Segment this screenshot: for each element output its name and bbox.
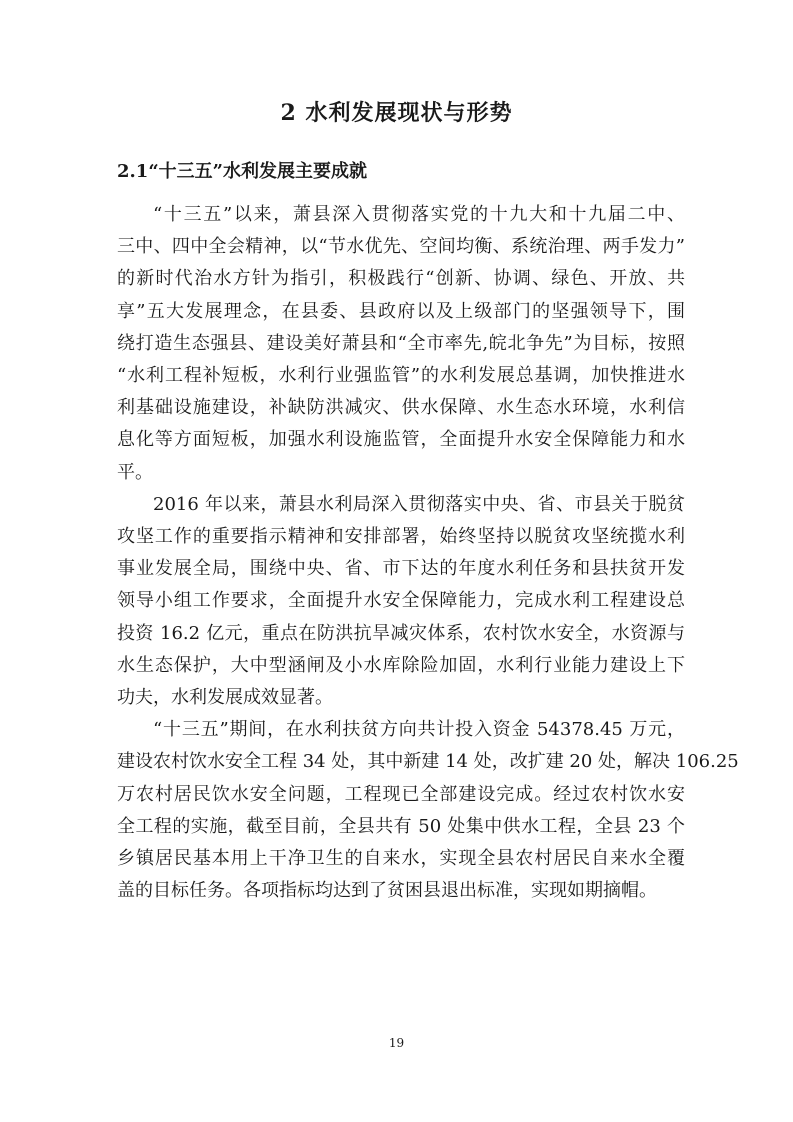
paragraph-3 bbox=[117, 714, 739, 907]
paragraph-line: “水利工程补短板，水利行业强监管”的水利发展总基调，加快推进水 bbox=[117, 365, 685, 387]
paragraph-line: 建设农村饮水安全工程 34 处，其中新建 14 处，改扩建 20 处，解决 106.25 bbox=[117, 751, 739, 773]
paragraph-line: 事业发展全局，围绕中央、省、市下达的年度水利任务和县扶贫开发 bbox=[117, 558, 685, 580]
paragraph-line: 水生态保护，大中型涵闸及小水库除险加固，水利行业能力建设上下 bbox=[117, 654, 685, 676]
section-title: 2.1“十三五”水利发展主要成就 bbox=[117, 161, 368, 182]
paragraph-line: 利基础设施建设，补缺防洪减灾、供水保障、水生态水环境，水利信 bbox=[117, 397, 685, 419]
paragraph-line: 盖的目标任务。各项指标均达到了贫困县退出标准，实现如期摘帽。 bbox=[117, 880, 657, 902]
paragraph-line: 万农村居民饮水安全问题，工程现已全部建设完成。经过农村饮水安 bbox=[117, 783, 685, 805]
paragraph-line: 功夫，水利发展成效显著。 bbox=[117, 687, 333, 709]
paragraph-line: 领导小组工作要求，全面提升水安全保障能力，完成水利工程建设总 bbox=[117, 590, 685, 612]
paragraph-line: “十三五”期间，在水利扶贫方向共计投入资金 54378.45 万元， bbox=[153, 719, 685, 741]
chapter-title: 2 水利发展现状与形势 bbox=[280, 100, 513, 126]
paragraph-line: 全工程的实施，截至目前，全县共有 50 处集中供水工程，全县 23 个 bbox=[117, 815, 685, 837]
paragraph-line: 攻坚工作的重要指示精神和安排部署，始终坚持以脱贫攻坚统揽水利 bbox=[117, 526, 685, 548]
paragraph-line: 乡镇居民基本用上干净卫生的自来水，实现全县农村居民自来水全覆 bbox=[117, 848, 685, 870]
body-text bbox=[117, 199, 739, 907]
paragraph-line: 投资 16.2 亿元，重点在防洪抗旱减灾体系，农村饮水安全，水资源与 bbox=[117, 622, 685, 644]
paragraph-line: “十三五”以来，萧县深入贯彻落实党的十九大和十九届二中、 bbox=[153, 204, 685, 225]
page-number: 19 bbox=[388, 1036, 405, 1050]
paragraph-line: 息化等方面短板，加强水利设施监管，全面提升水安全保障能力和水 bbox=[117, 429, 685, 451]
paragraph-2 bbox=[117, 489, 685, 714]
paragraph-line: 享”五大发展理念，在县委、县政府以及上级部门的坚强领导下，围 bbox=[117, 300, 685, 322]
paragraph-line: 绕打造生态强县、建设美好萧县和“全市率先,皖北争先”为目标，按照 bbox=[117, 332, 685, 354]
paragraph-line: 平。 bbox=[117, 461, 153, 483]
paragraph-line: 三中、四中全会精神，以“节水优先、空间均衡、系统治理、两手发力” bbox=[117, 236, 685, 258]
paragraph-line: 2016 年以来，萧县水利局深入贯彻落实中央、省、市县关于脱贫 bbox=[153, 493, 685, 515]
paragraph-line: 的新时代治水方针为指引，积极践行“创新、协调、绿色、开放、共 bbox=[117, 268, 685, 290]
paragraph-1 bbox=[117, 199, 685, 489]
